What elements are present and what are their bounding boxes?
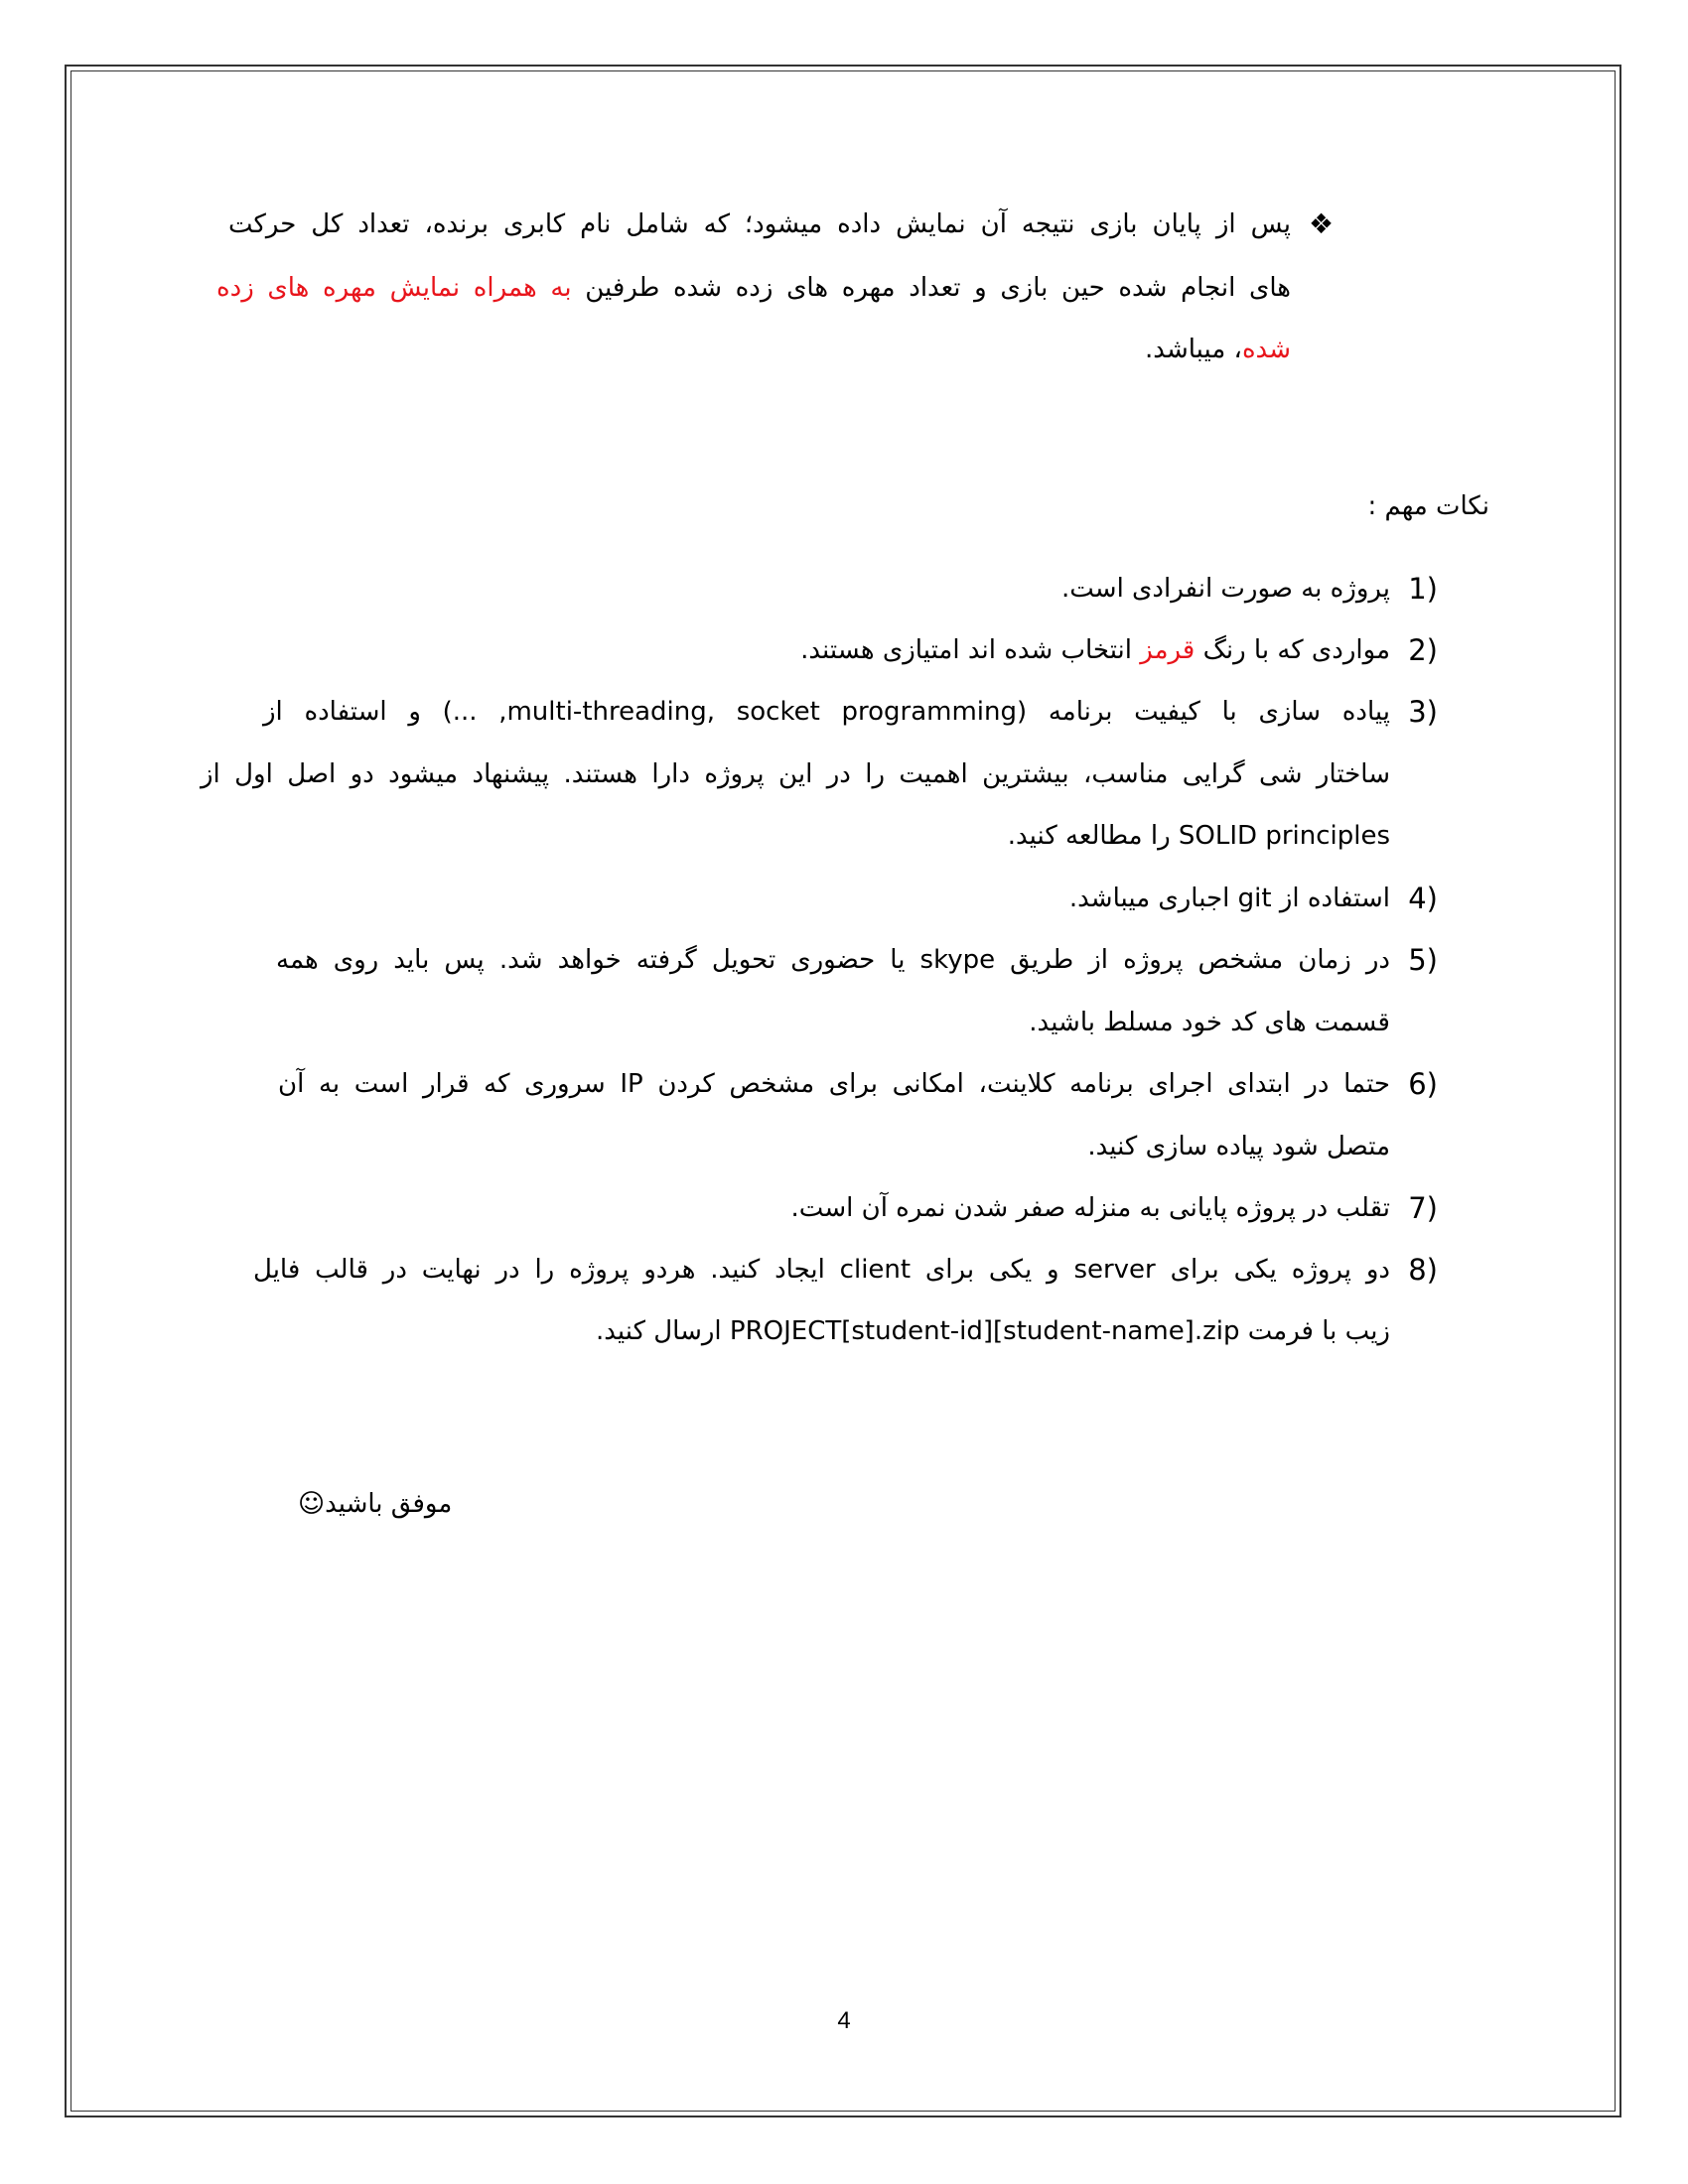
item-number: 2) bbox=[1408, 633, 1438, 667]
note-item-3-line-2: ساختار شی گرایی مناسب، بیشترین اهمیت را در این پروژه دارا هستند. پیشنهاد میشود دو اصل اول از bbox=[201, 759, 1390, 789]
note-text-red: قرمز bbox=[1140, 635, 1196, 665]
note-item-1: پروژه به صورت انفرادی است. bbox=[1060, 574, 1390, 604]
result-text: های انجام شده حین بازی و تعداد مهره های زده شده طرفین bbox=[585, 273, 1292, 303]
note-text: مواردی که با رنگ bbox=[1202, 635, 1390, 665]
item-number: 6) bbox=[1408, 1067, 1438, 1101]
item-number: 1) bbox=[1408, 572, 1438, 606]
item-number: 5) bbox=[1408, 943, 1438, 977]
note-item-8-line-2: زیب با فرمت PROJECT[student-id][student-name].zip ارسال کنید. bbox=[596, 1316, 1390, 1346]
notes-heading: نکات مهم : bbox=[1367, 491, 1489, 521]
note-item-2 bbox=[800, 630, 1390, 670]
note-item-6-line-1: حتما در ابتدای اجرای برنامه کلاینت، امکانی برای مشخص کردن IP سروری که قرار است به آن bbox=[278, 1069, 1390, 1099]
note-item-8-line-1: دو پروژه یکی برای server و یکی برای client ایجاد کنید. هردو پروژه را در نهایت در قالب فایل bbox=[253, 1255, 1390, 1285]
item-number: 3) bbox=[1408, 695, 1438, 729]
diamond-bullet-icon: ❖ bbox=[1309, 207, 1335, 240]
note-item-6-line-2: متصل شود پیاده سازی کنید. bbox=[1087, 1132, 1390, 1161]
result-bullet-line-2 bbox=[216, 268, 1291, 308]
item-number: 7) bbox=[1408, 1191, 1438, 1225]
item-number: 4) bbox=[1408, 882, 1438, 915]
note-item-3-line-1: پیاده سازی با کیفیت برنامه (multi-threading, socket programming, ...) و استفاده از bbox=[263, 697, 1390, 727]
result-text-red: شده bbox=[1241, 335, 1291, 364]
page-number: 4 bbox=[837, 2007, 851, 2034]
note-item-7: تقلب در پروژه پایانی به منزله صفر شدن نمره آن است. bbox=[790, 1193, 1390, 1223]
result-text-red: به همراه نمایش مهره های زده bbox=[216, 273, 572, 303]
note-text: انتخاب شده اند امتیازی هستند. bbox=[800, 635, 1133, 665]
note-item-3-line-3: SOLID principles را مطالعه کنید. bbox=[1007, 821, 1390, 851]
note-item-4: استفاده از git اجباری میباشد. bbox=[1068, 884, 1390, 913]
closing-wish: موفق باشید☺ bbox=[298, 1489, 453, 1519]
result-bullet-line-3 bbox=[1145, 330, 1291, 369]
item-number: 8) bbox=[1408, 1253, 1438, 1287]
result-text: ، میباشد. bbox=[1145, 335, 1242, 364]
note-item-5-line-2: قسمت های کد خود مسلط باشید. bbox=[1029, 1008, 1390, 1037]
note-item-5-line-1: در زمان مشخص پروژه از طریق skype یا حضوری تحویل گرفته خواهد شد. پس باید روی همه bbox=[276, 945, 1391, 975]
result-bullet-line-1: پس از پایان بازی نتیجه آن نمایش داده میشود؛ که شامل نام کابری برنده، تعداد کل حرکت bbox=[228, 209, 1291, 239]
